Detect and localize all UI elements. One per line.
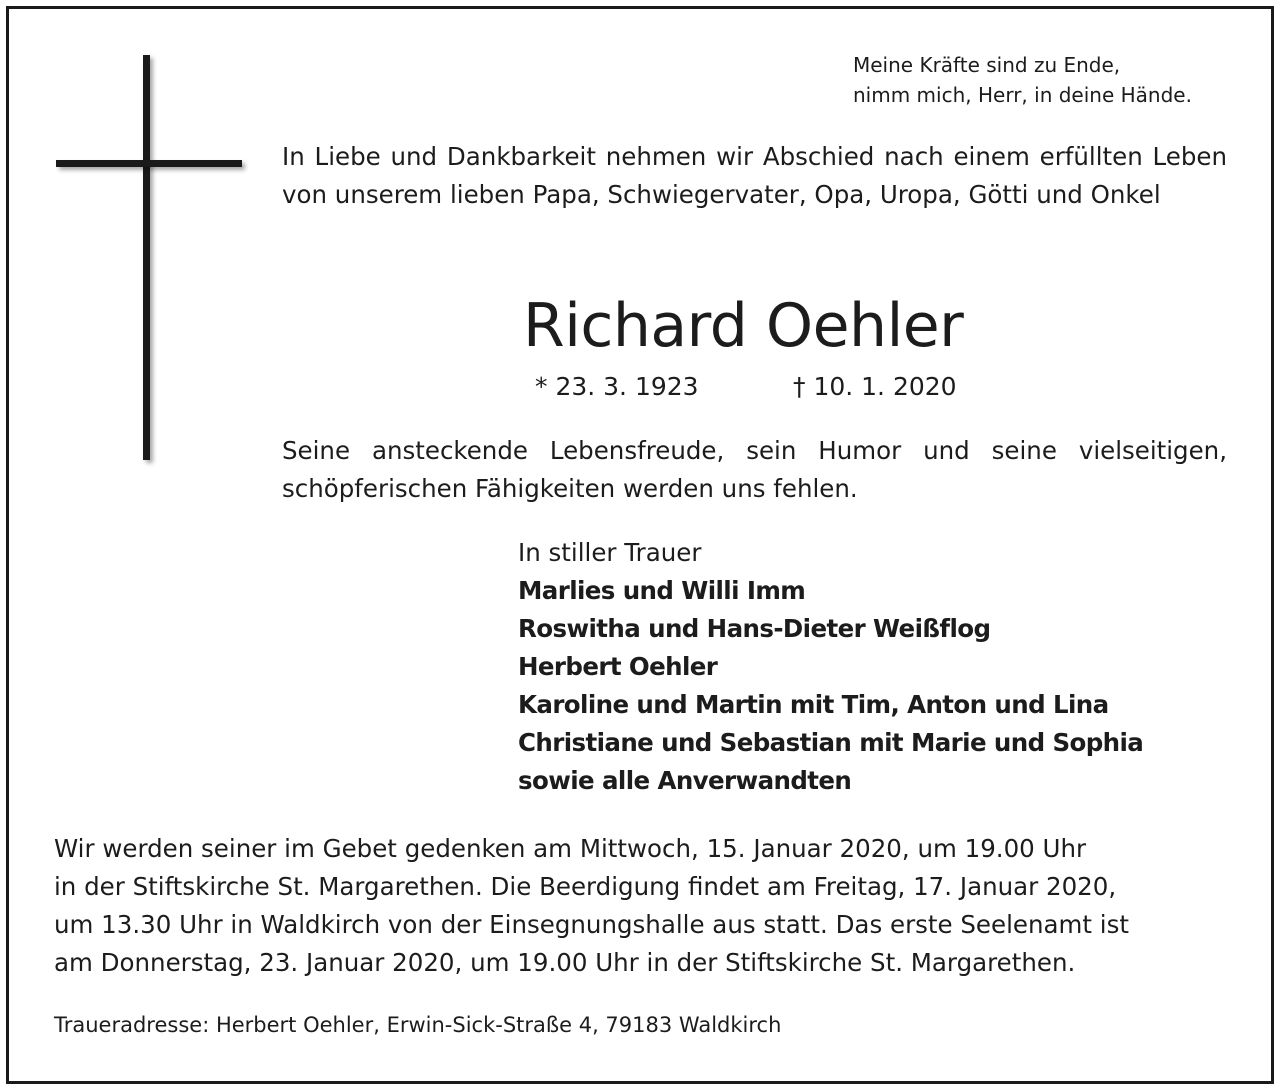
- intro-text: In Liebe und Dankbarkeit nehmen wir Abschied nach einem erfüllten Leben von unserem lieben Papa, Schwiegervater, Opa, Uropa, Götti und Onkel: [282, 142, 1227, 209]
- birth-date: * 23. 3. 1923: [535, 372, 699, 401]
- service-line: Wir werden seiner im Gebet gedenken am Mittwoch, 15. Januar 2020, um 19.00 Uhr: [54, 834, 1087, 863]
- tribute-text: Seine ansteckende Lebensfreude, sein Humor und seine vielseitigen, schöpferischen Fähigkeiten werden uns fehlen.: [282, 436, 1227, 503]
- mourning-address: Traueradresse: Herbert Oehler, Erwin-Sick-Straße 4, 79183 Waldkirch: [54, 1013, 782, 1037]
- mourner-name: Roswitha und Hans-Dieter Weißflog: [518, 614, 991, 643]
- mourner-name: Karoline und Martin mit Tim, Anton und Lina: [518, 690, 1109, 719]
- deceased-name: Richard Oehler: [523, 291, 964, 361]
- mourners-list: [518, 572, 1143, 800]
- cross-icon-beam: [56, 160, 242, 167]
- mourner-name: Christiane und Sebastian mit Marie und Sophia: [518, 728, 1144, 757]
- mourner-name: Marlies und Willi Imm: [518, 576, 806, 605]
- death-date: † 10. 1. 2020: [793, 372, 957, 401]
- service-line: um 13.30 Uhr in Waldkirch von der Einsegnungshalle aus statt. Das erste Seelenamt ist: [54, 910, 1129, 939]
- mourner-name: Herbert Oehler: [518, 652, 718, 681]
- mourner-name: sowie alle Anverwandten: [518, 766, 852, 795]
- motto-line: Meine Kräfte sind zu Ende,: [853, 53, 1121, 77]
- mourners-intro: In stiller Trauer: [518, 538, 702, 567]
- motto-line: nimm mich, Herr, in deine Hände.: [853, 83, 1192, 107]
- motto-verse: [853, 50, 1253, 110]
- cross-icon: [143, 55, 150, 460]
- service-details: [54, 830, 1227, 982]
- service-line: in der Stiftskirche St. Margarethen. Die Beerdigung findet am Freitag, 17. Januar 2020,: [54, 872, 1117, 901]
- service-line: am Donnerstag, 23. Januar 2020, um 19.00 Uhr in der Stiftskirche St. Margarethen.: [54, 948, 1076, 977]
